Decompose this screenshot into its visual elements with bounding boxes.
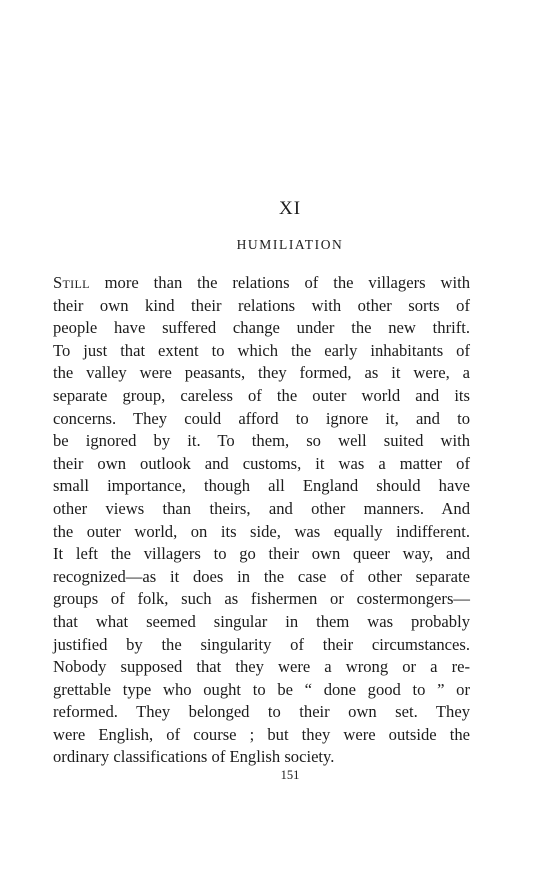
- text-line: It left the villagers to go their own queer way, and: [53, 544, 470, 564]
- text-line: their own outlook and customs, it was a matter of: [53, 453, 470, 473]
- text-line: separate group, careless of the outer world and its: [53, 385, 470, 405]
- text-line-content: more than the relations of the villagers with: [89, 273, 470, 292]
- text-line: people have suffered change under the new thrift.: [53, 318, 470, 338]
- chapter-number: XI: [278, 198, 302, 219]
- text-line: groups of folk, such as fishermen or costermongers—: [53, 589, 470, 609]
- page-number: 151: [280, 768, 300, 782]
- text-line: small importance, though all England should have: [53, 476, 470, 496]
- text-line: that what seemed singular in them was probably: [53, 611, 470, 631]
- text-line: other views than theirs, and other manners. And: [53, 498, 470, 518]
- text-line: Nobody supposed that they were a wrong or a re-: [53, 657, 470, 677]
- text-line: were English, of course ; but they were outside the: [53, 724, 470, 744]
- text-line: reformed. They belonged to their own set. They: [53, 702, 470, 722]
- text-line: be ignored by it. To them, so well suited with: [53, 431, 470, 451]
- text-line: the valley were peasants, they formed, as it were, a: [53, 363, 470, 383]
- text-line: the outer world, on its side, was equally indifferent.: [53, 521, 470, 541]
- text-line: justified by the singularity of their circumstances.: [53, 634, 470, 654]
- text-line: [53, 272, 470, 295]
- text-line: To just that extent to which the early inhabitants of: [53, 340, 470, 360]
- text-line: ordinary classifications of English society.: [53, 747, 335, 767]
- text-line: grettable type who ought to be “ done good to ” or: [53, 679, 470, 699]
- text-line: recognized—as it does in the case of other separate: [53, 566, 470, 586]
- text-line: concerns. They could afford to ignore it, and to: [53, 408, 470, 428]
- text-line: their own kind their relations with other sorts of: [53, 295, 470, 315]
- drop-lead-word: Still: [53, 273, 90, 292]
- body-text: [53, 272, 470, 769]
- chapter-title: HUMILIATION: [236, 237, 344, 252]
